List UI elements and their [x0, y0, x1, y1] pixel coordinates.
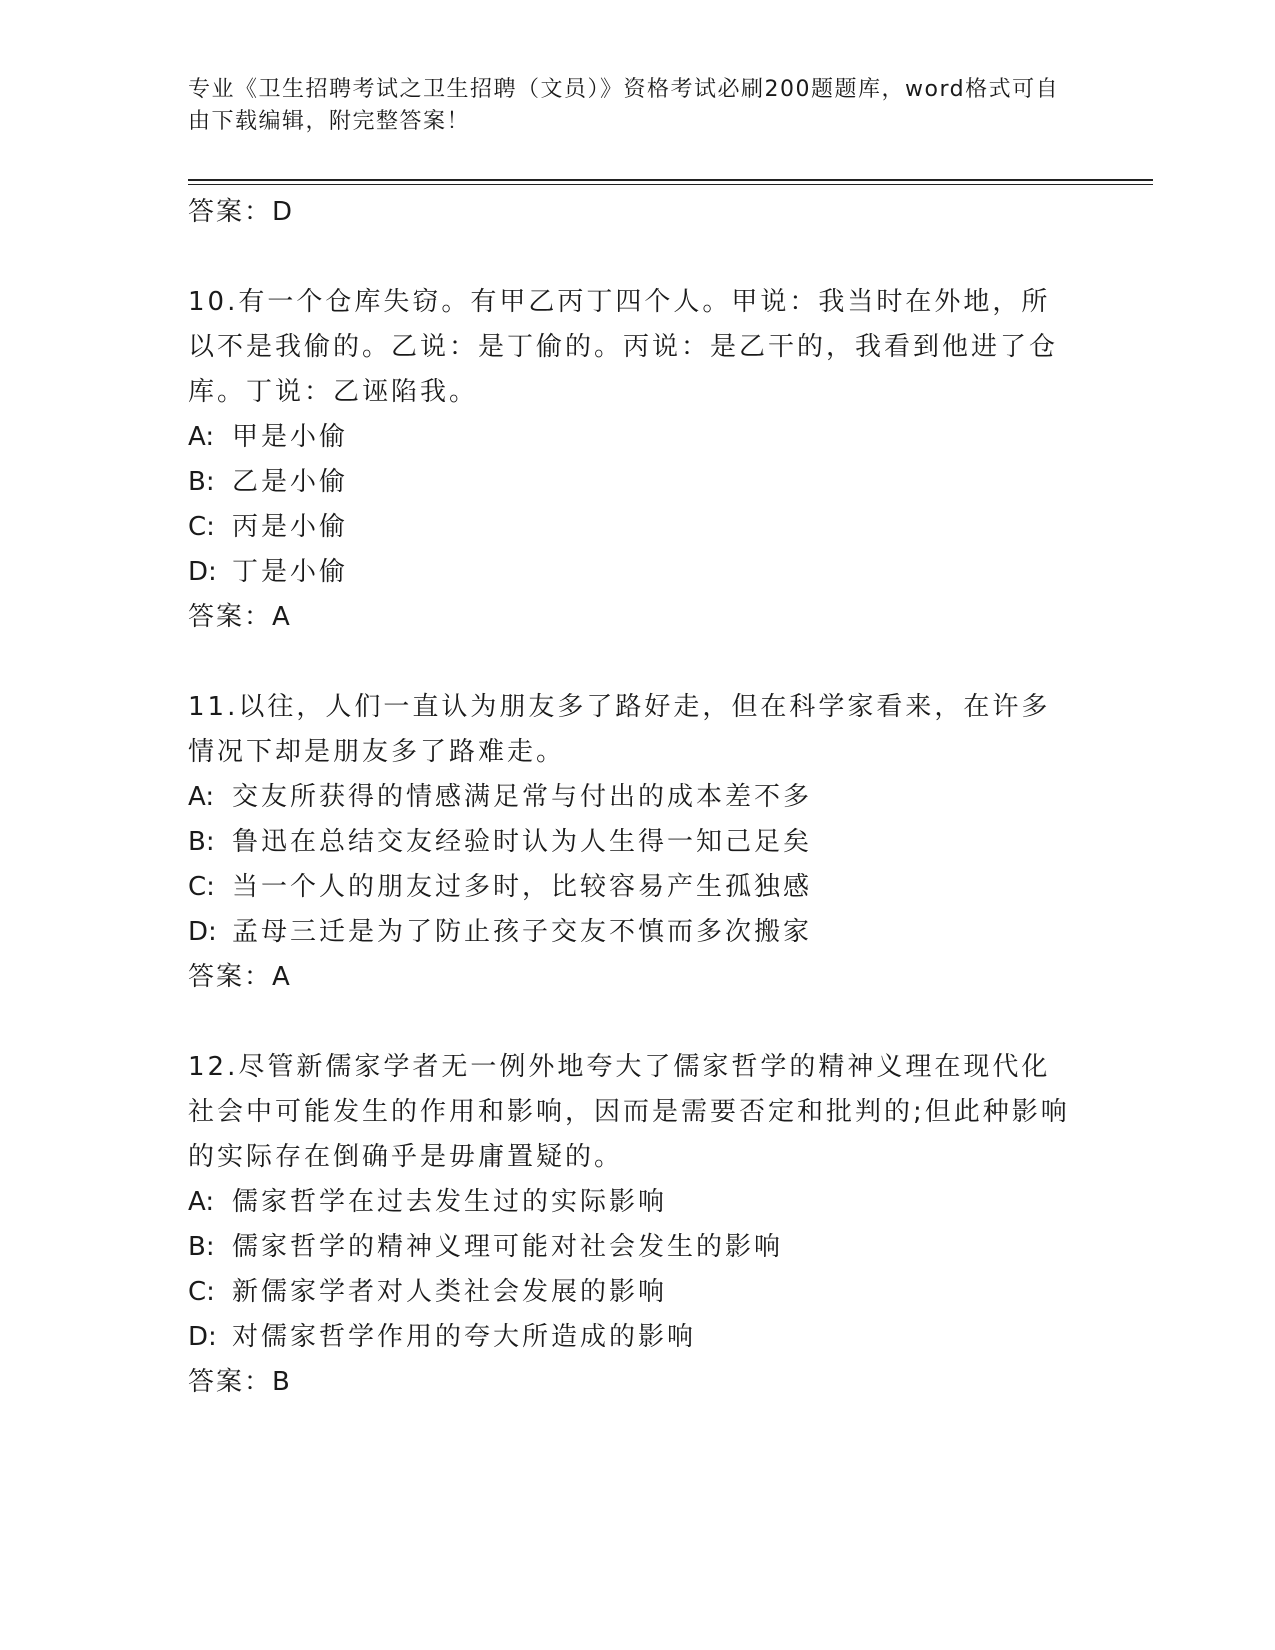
answer-line	[188, 190, 1078, 235]
option-text: 甲是小偷	[232, 422, 349, 452]
option-b	[188, 820, 1078, 865]
option-text: 丙是小偷	[232, 512, 349, 542]
option-key: C:	[188, 872, 215, 902]
answer-label: 答案：	[188, 602, 273, 632]
option-key: D:	[188, 917, 217, 947]
answer-value: B	[272, 1367, 293, 1397]
option-text: 当一个人的朋友过多时，比较容易产生孤独感	[232, 872, 813, 902]
option-text: 新儒家学者对人类社会发展的影响	[232, 1277, 668, 1307]
option-key: B:	[188, 467, 215, 497]
option-c	[188, 505, 1078, 550]
option-d	[188, 910, 1078, 955]
option-key: B:	[188, 1232, 215, 1262]
option-key: B:	[188, 827, 215, 857]
option-key: D:	[188, 557, 217, 587]
option-key: C:	[188, 512, 215, 542]
answer-value: D	[272, 197, 296, 227]
option-key: A:	[188, 782, 215, 812]
answer-label: 答案：	[188, 1367, 273, 1397]
answer-label: 答案：	[188, 962, 273, 992]
question-10	[188, 280, 1078, 640]
answer-value: A	[272, 962, 293, 992]
option-text: 丁是小偷	[232, 557, 349, 587]
option-c	[188, 865, 1078, 910]
header-rule-thin	[188, 184, 1153, 185]
question-stem: 12.尽管新儒家学者无一例外地夸大了儒家哲学的精神义理在现代化社会中可能发生的作用和影响，因而是需要否定和批判的;但此种影响的实际存在倒确乎是毋庸置疑的。	[188, 1052, 1070, 1172]
option-b	[188, 1225, 1078, 1270]
option-text: 孟母三迁是为了防止孩子交友不慎而多次搬家	[232, 917, 813, 947]
option-key: D:	[188, 1322, 217, 1352]
answer-value: A	[272, 602, 293, 632]
question-stem: 10.有一个仓库失窃。有甲乙丙丁四个人。甲说：我当时在外地，所以不是我偷的。乙说：是丁偷的。丙说：是乙干的，我看到他进了仓库。丁说：乙诬陷我。	[188, 287, 1059, 407]
answer-line	[188, 595, 1078, 640]
header-rule-thick	[188, 179, 1153, 181]
option-text: 鲁迅在总结交友经验时认为人生得一知己足矣	[232, 827, 813, 857]
option-a	[188, 1180, 1078, 1225]
document-content	[188, 190, 1078, 1405]
answer-line	[188, 955, 1078, 1000]
question-stem: 11.以往，人们一直认为朋友多了路好走，但在科学家看来，在许多情况下却是朋友多了路难走。	[188, 692, 1051, 767]
question-11	[188, 685, 1078, 1000]
option-d	[188, 550, 1078, 595]
answer-line	[188, 1360, 1078, 1405]
option-c	[188, 1270, 1078, 1315]
option-text: 交友所获得的情感满足常与付出的成本差不多	[232, 782, 813, 812]
option-text: 对儒家哲学作用的夸大所造成的影响	[232, 1322, 697, 1352]
option-a	[188, 415, 1078, 460]
option-key: A:	[188, 1187, 215, 1217]
answer-label: 答案：	[188, 197, 273, 227]
question-12	[188, 1045, 1078, 1405]
option-b	[188, 460, 1078, 505]
option-key: A:	[188, 422, 215, 452]
page-header: 专业《卫生招聘考试之卫生招聘（文员）》资格考试必刷200题题库，word格式可自由下载编辑，附完整答案！	[188, 77, 1060, 134]
option-a	[188, 775, 1078, 820]
option-text: 儒家哲学在过去发生过的实际影响	[232, 1187, 668, 1217]
option-text: 乙是小偷	[232, 467, 349, 497]
option-key: C:	[188, 1277, 215, 1307]
option-text: 儒家哲学的精神义理可能对社会发生的影响	[232, 1232, 784, 1262]
option-d	[188, 1315, 1078, 1360]
